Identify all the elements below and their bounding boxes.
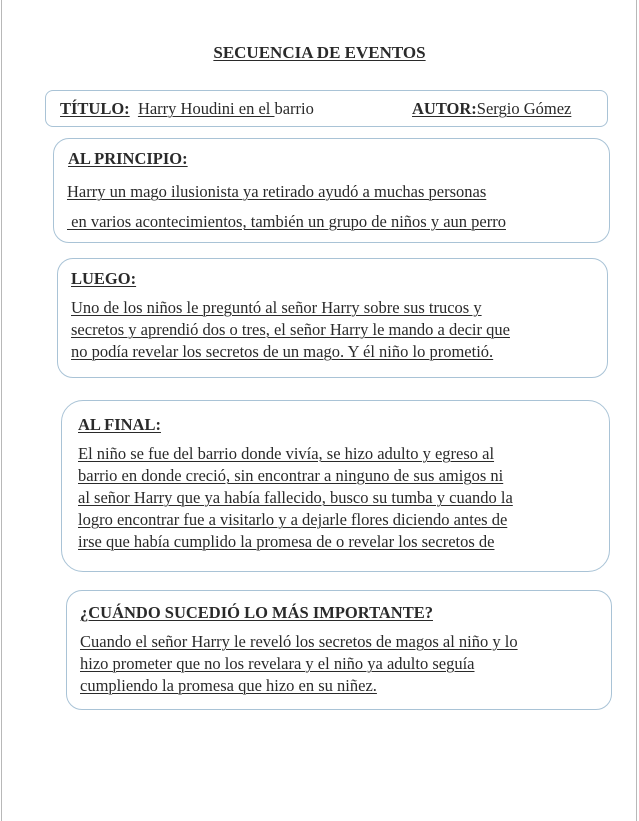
section-line: Cuando el señor Harry le reveló los secretos de magos al niño y lo <box>80 632 518 651</box>
section-line: cumpliendo la promesa que hizo en su niñez. <box>80 676 377 695</box>
section-line: no podía revelar los secretos de un mago. Y él niño lo prometió. <box>71 342 494 361</box>
section-line: secretos y aprendió dos o tres, el señor Harry le mando a decir que <box>71 320 510 339</box>
section-line: irse que había cumplido la promesa de o revelar los secretos de <box>78 532 495 551</box>
section-cuando-sucedio <box>66 590 612 710</box>
section-line: en varios acontecimientos, también un grupo de niños y aun perro <box>67 212 506 231</box>
section-heading: LUEGO: <box>71 269 137 288</box>
section-line: logro encontrar fue a visitarlo y a dejarle flores diciendo antes de <box>78 510 508 529</box>
document-title: SECUENCIA DE EVENTOS <box>213 43 426 62</box>
section-luego <box>57 258 608 378</box>
section-heading: AL FINAL: <box>78 415 161 434</box>
title-label: TÍTULO: <box>60 99 130 118</box>
section-heading: AL PRINCIPIO: <box>68 149 188 168</box>
section-line: Uno de los niños le preguntó al señor Harry sobre sus trucos y <box>71 298 482 317</box>
section-heading: ¿CUÁNDO SUCEDIÓ LO MÁS IMPORTANTE? <box>80 603 433 622</box>
section-line: hizo prometer que no los revelara y el niño ya adulto seguía <box>80 654 475 673</box>
section-al-principio <box>53 138 610 243</box>
section-line: Harry un mago ilusionista ya retirado ayudó a muchas personas <box>67 182 487 201</box>
page-left-edge <box>1 0 2 821</box>
title-author-box <box>45 90 608 127</box>
author-value: Sergio Gómez <box>476 99 572 118</box>
title-value-rest: barrio <box>274 99 314 118</box>
author-label: AUTOR: <box>412 99 477 118</box>
section-al-final <box>61 400 610 572</box>
section-line: El niño se fue del barrio donde vivía, se hizo adulto y egreso al <box>78 444 495 463</box>
section-line: barrio en donde creció, sin encontrar a ninguno de sus amigos ni <box>78 466 504 485</box>
page-right-edge <box>636 0 637 821</box>
title-value: Harry Houdini en el <box>137 99 275 118</box>
section-line: al señor Harry que ya había fallecido, busco su tumba y cuando la <box>78 488 513 507</box>
